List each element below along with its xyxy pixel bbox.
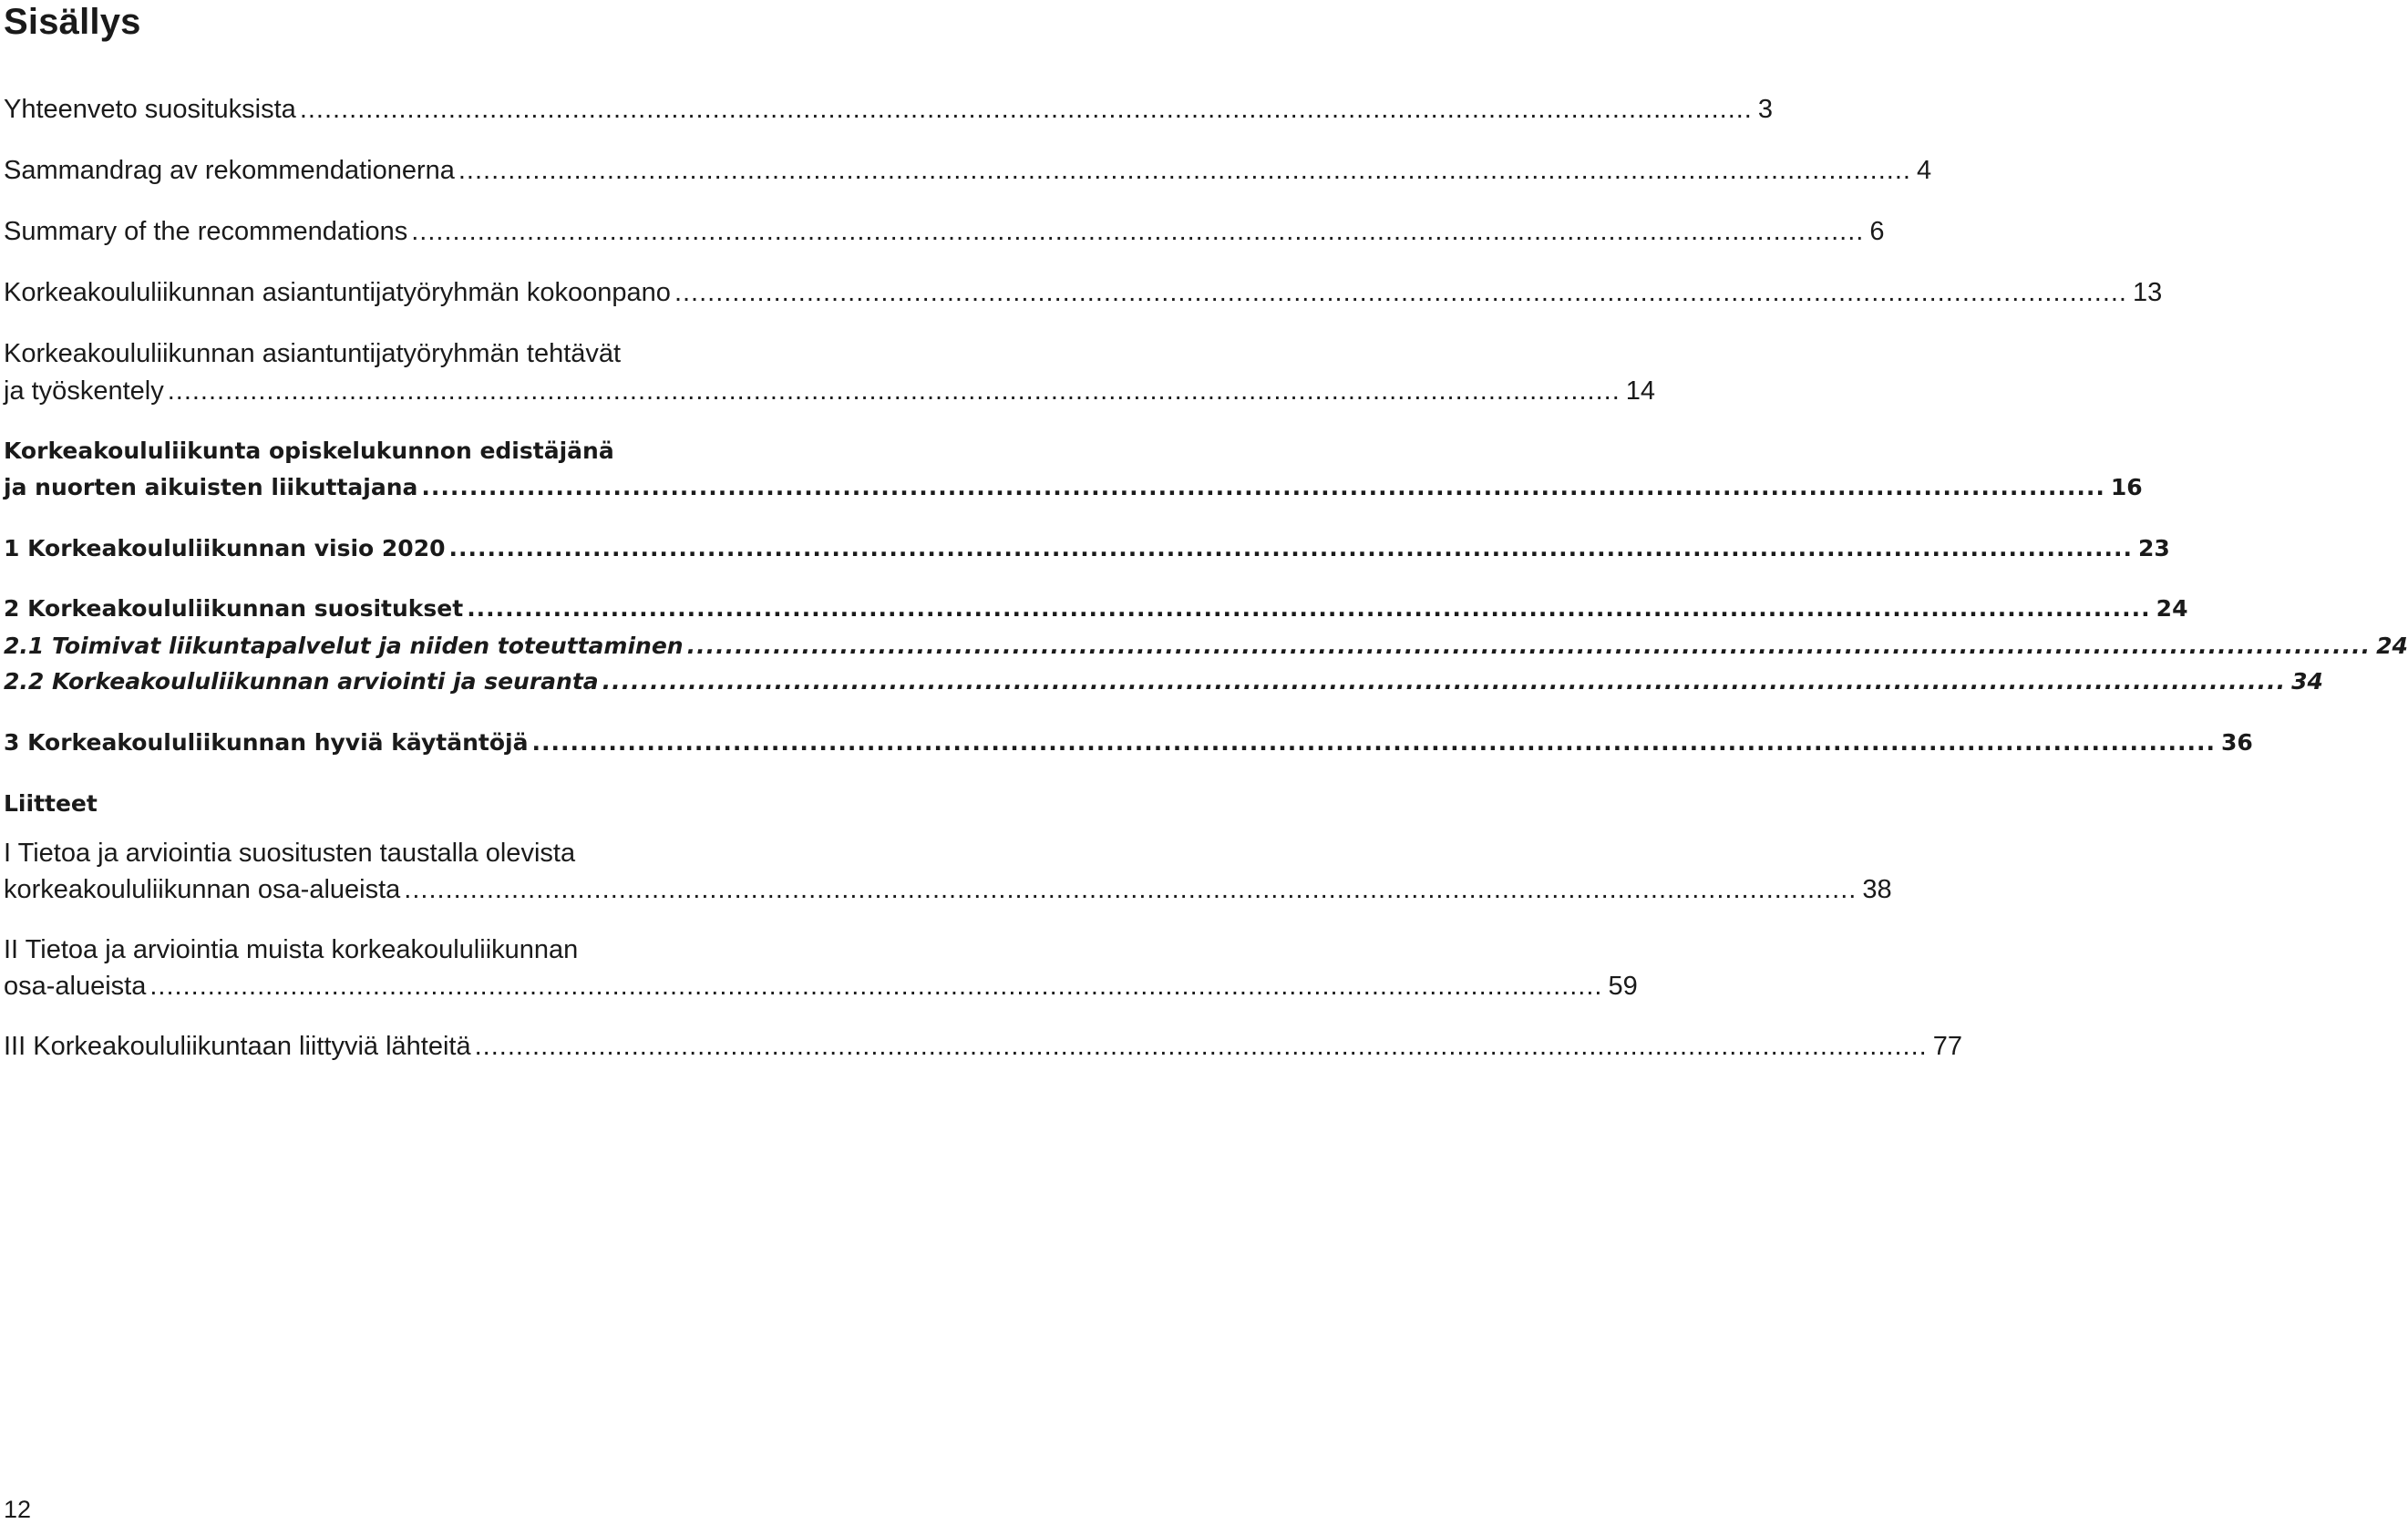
toc-entry-title: II Tietoa ja arviointia muista korkeakoululiikunnan: [4, 935, 579, 964]
toc-entry-title: ja työskentely: [4, 376, 164, 406]
toc-appendix-iii[interactable]: [4, 1027, 1962, 1066]
toc-appendix-i[interactable]: [4, 870, 1892, 909]
toc-appendix-i-line1[interactable]: [4, 834, 824, 872]
toc-entry-yhteenveto[interactable]: [4, 90, 1774, 129]
toc-entry-sammandrag[interactable]: [4, 151, 1932, 190]
toc-entry-title: osa-alueista: [4, 972, 147, 1001]
toc-entry-title: ja nuorten aikuisten liikuttajana: [4, 474, 418, 500]
page-number: 12: [4, 1496, 32, 1523]
leader-dots: ................................................................................................................................................................................: [448, 535, 2133, 561]
toc-entry-tehtavat-line1[interactable]: [4, 335, 824, 373]
toc-entry-title: 2.1 Toimivat liikuntapalvelut ja niiden toteuttaminen: [4, 633, 684, 659]
toc-entry-page: 77: [1932, 1032, 1962, 1061]
toc-appendix-ii[interactable]: [4, 967, 1638, 1005]
toc-entry-page: 14: [1625, 376, 1656, 406]
leader-dots: ................................................................................................................................................................................: [458, 156, 1911, 185]
toc-entry-opiskelukunto[interactable]: [4, 469, 2143, 507]
toc-appendix-ii-line1[interactable]: [4, 931, 824, 969]
toc-entry-title: Yhteenveto suosituksista: [4, 95, 296, 124]
leader-dots: ................................................................................................................................................................................: [149, 972, 1603, 1001]
toc-entry-title: Korkeakoululiikunta opiskelukunnon edistäjänä: [4, 438, 614, 464]
table-of-contents: [4, 0, 2408, 1185]
toc-entry-title: 2.2 Korkeakoululiikunnan arviointi ja seuranta: [4, 668, 599, 695]
toc-entry-opiskelukunto-line1[interactable]: [4, 432, 824, 470]
toc-subentry-arviointi[interactable]: [4, 663, 2323, 701]
toc-entry-page: 24: [2156, 595, 2188, 622]
leader-dots: ................................................................................................................................................................................: [404, 875, 1857, 904]
toc-entry-title: I Tietoa ja arviointia suositusten taustalla olevista: [4, 839, 576, 868]
toc-entry-kokoonpano[interactable]: [4, 273, 2163, 312]
leader-dots: ................................................................................................................................................................................: [474, 1032, 1928, 1061]
page-title: Sisällys: [4, 2, 141, 42]
toc-entry-title: Summary of the recommendations: [4, 217, 408, 246]
toc-entry-title: 3 Korkeakoululiikunnan hyviä käytäntöjä: [4, 729, 529, 756]
appendix-heading: [4, 785, 870, 823]
toc-entry-page: 23: [2137, 535, 2170, 561]
toc-entry-title: 2 Korkeakoululiikunnan suositukset: [4, 595, 464, 622]
leader-dots: ................................................................................................................................................................................: [686, 633, 2372, 659]
leader-dots: ................................................................................................................................................................................: [299, 95, 1753, 124]
toc-entry-page: 36: [2220, 729, 2253, 756]
toc-entry-page: 59: [1608, 972, 1638, 1001]
toc-entry-visio[interactable]: [4, 530, 2170, 568]
leader-dots: ................................................................................................................................................................................: [421, 474, 2105, 500]
appendix-heading-text: Liitteet: [4, 790, 98, 817]
toc-entry-suositukset[interactable]: [4, 590, 2188, 628]
toc-entry-title: 1 Korkeakoululiikunnan visio 2020: [4, 535, 446, 561]
leader-dots: ................................................................................................................................................................................: [674, 278, 2127, 307]
leader-dots: ................................................................................................................................................................................: [411, 217, 1865, 246]
leader-dots: ................................................................................................................................................................................: [531, 729, 2216, 756]
toc-entry-title: Korkeakoululiikunnan asiantuntijatyöryhmän kokoonpano: [4, 278, 671, 307]
toc-entry-page: 24: [2376, 633, 2408, 659]
toc-entry-title: Korkeakoululiikunnan asiantuntijatyöryhmän tehtävät: [4, 339, 622, 368]
leader-dots: ................................................................................................................................................................................: [467, 595, 2151, 622]
toc-entry-page: 34: [2291, 668, 2323, 695]
toc-entry-kaytantoja[interactable]: [4, 724, 2253, 762]
toc-entry-summary[interactable]: [4, 212, 1885, 251]
toc-entry-page: 3: [1757, 95, 1774, 124]
leader-dots: ................................................................................................................................................................................: [167, 376, 1621, 406]
toc-entry-page: 16: [2110, 474, 2143, 500]
toc-entry-page: 13: [2133, 278, 2163, 307]
toc-entry-page: 6: [1869, 217, 1885, 246]
leader-dots: ................................................................................................................................................................................: [602, 668, 2287, 695]
toc-entry-title: III Korkeakoululiikuntaan liittyviä lähteitä: [4, 1032, 471, 1061]
toc-entry-page: 4: [1916, 156, 1932, 185]
toc-entry-title: korkeakoululiikunnan osa-alueista: [4, 875, 401, 904]
toc-entry-title: Sammandrag av rekommendationerna: [4, 156, 455, 185]
toc-subentry-liikuntapalvelut[interactable]: [4, 627, 2408, 665]
toc-entry-tehtavat[interactable]: [4, 372, 1656, 410]
toc-entry-page: 38: [1862, 875, 1892, 904]
